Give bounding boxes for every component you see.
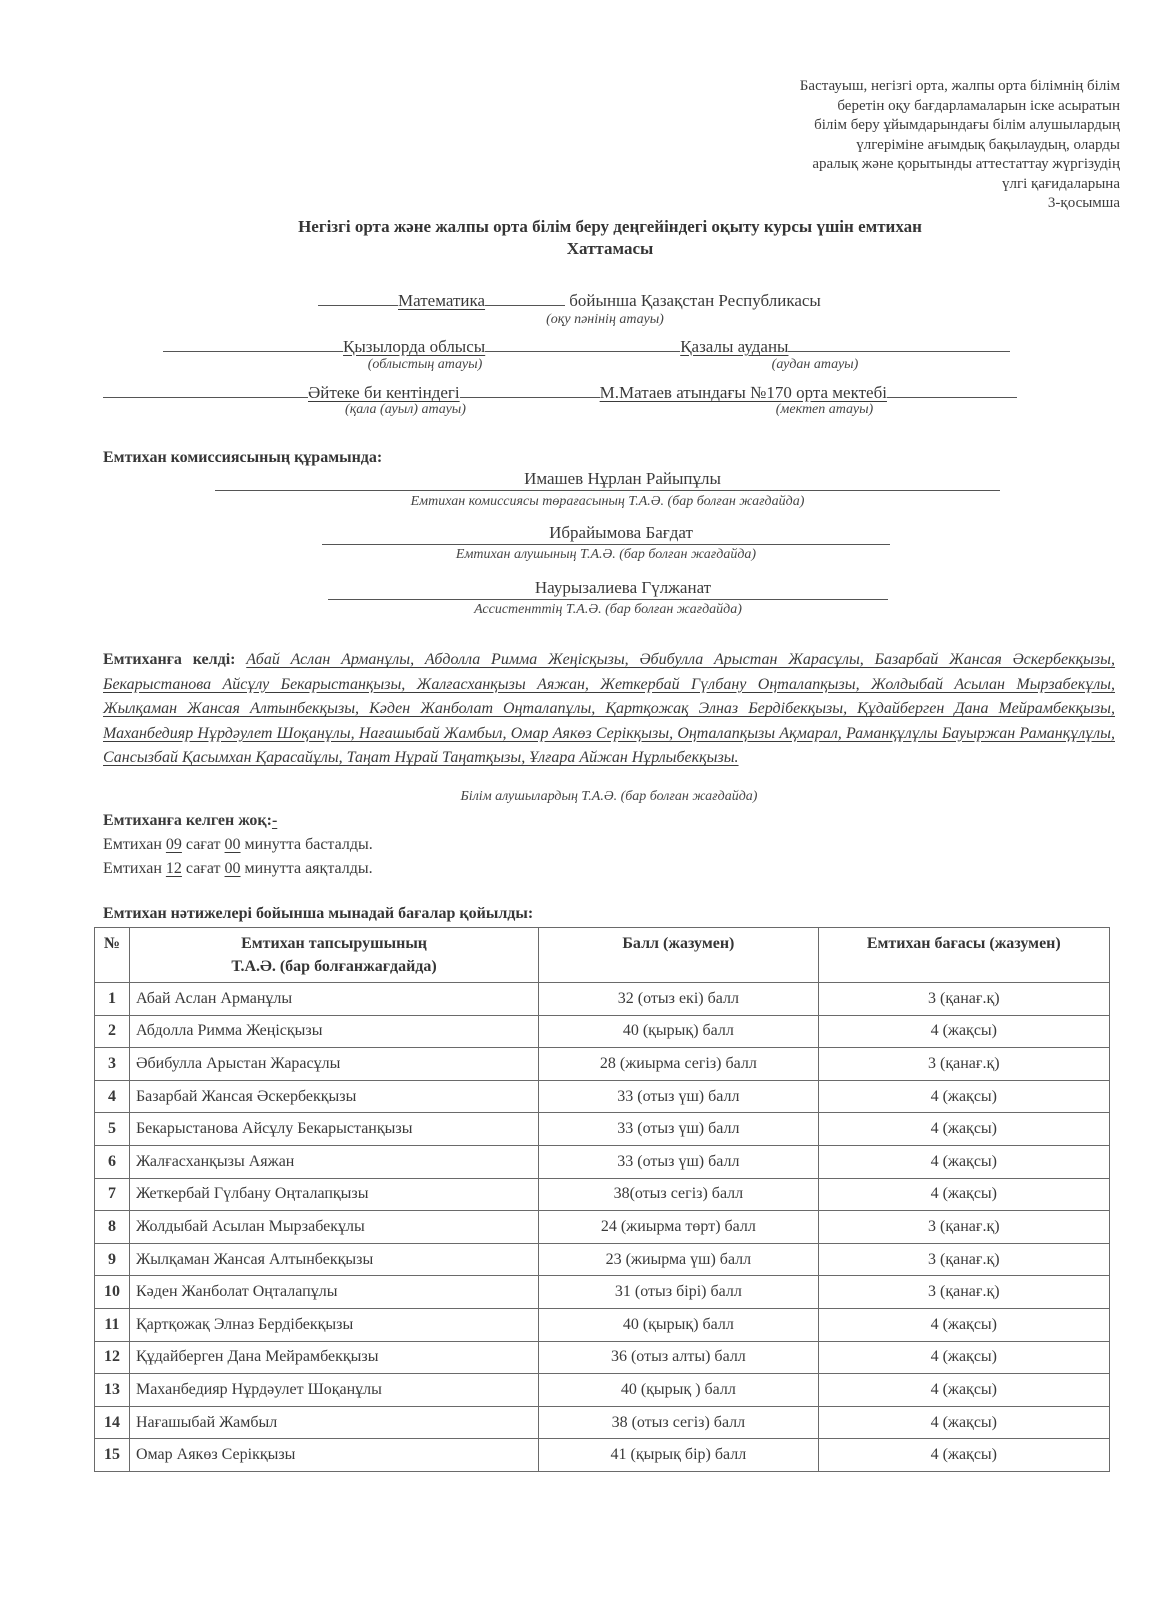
- row-grade: 4 (жақсы): [818, 1308, 1109, 1341]
- district-caption: (аудан атауы): [771, 357, 859, 372]
- row-name: Нағашыбай Жамбыл: [129, 1406, 538, 1439]
- start-mid: сағат: [181, 836, 225, 853]
- table-row: [95, 1243, 1110, 1276]
- blank-line: [163, 333, 343, 352]
- header-name-line1: Емтихан тапсырушының: [241, 935, 428, 952]
- row-name: Жолдыбай Асылан Мырзабекұлы: [129, 1211, 538, 1244]
- table-row: [95, 1308, 1110, 1341]
- end-hour: 12: [165, 860, 182, 877]
- blank-line: [460, 379, 600, 398]
- table-row: [95, 983, 1110, 1016]
- appendix-line: білім беру ұйымдарындағы білім алушылардың: [814, 117, 1120, 133]
- end-prefix: Емтихан: [103, 860, 166, 877]
- table-row: [95, 1178, 1110, 1211]
- header-name: [129, 928, 538, 983]
- row-name: Маханбедияр Нұрдәулет Шоқанұлы: [129, 1374, 538, 1407]
- attended-caption: Білім алушылардың Т.А.Ә. (бар болған жағдайда): [460, 789, 758, 804]
- row-num: 12: [95, 1341, 130, 1374]
- appendix-line: Бастауыш, негізгі орта, жалпы орта білімнің білім: [799, 78, 1120, 94]
- row-grade: 4 (жақсы): [818, 1178, 1109, 1211]
- row-num: 3: [95, 1048, 130, 1081]
- chair-signature-line: [215, 468, 1000, 491]
- examiner-signature-line: [322, 522, 890, 545]
- row-name: Кәден Жанболат Оңталапұлы: [129, 1276, 538, 1309]
- absent-label: Емтиханға келген жоқ:: [103, 812, 272, 829]
- exam-start-row: [103, 836, 373, 854]
- appendix-line: аралық және қорытынды аттестаттау жүргізудің: [812, 156, 1120, 172]
- row-score: 36 (отыз алты) балл: [539, 1341, 818, 1374]
- row-score: 33 (отыз үш) балл: [539, 1145, 818, 1178]
- blank-line: [887, 379, 1017, 398]
- row-num: 2: [95, 1015, 130, 1048]
- row-name: Әбибулла Арыстан Жарасұлы: [129, 1048, 538, 1081]
- row-num: 1: [95, 983, 130, 1016]
- row-grade: 3 (қанағ.қ): [818, 1276, 1109, 1309]
- row-name: Базарбай Жансая Әскербекқызы: [129, 1080, 538, 1113]
- table-row: [95, 1080, 1110, 1113]
- row-score: 40 (қырық) балл: [539, 1308, 818, 1341]
- row-num: 4: [95, 1080, 130, 1113]
- title-line-1: Негізгі орта және жалпы орта білім беру деңгейіндегі оқыту курсы үшін емтихан: [298, 217, 922, 236]
- row-grade: 4 (жақсы): [818, 1080, 1109, 1113]
- row-name: Омар Аякөз Серікқызы: [129, 1439, 538, 1472]
- row-name: Жалғасханқызы Аяжан: [129, 1145, 538, 1178]
- table-row: [95, 1048, 1110, 1081]
- subject-caption: (оқу пәнінің атауы): [546, 312, 664, 327]
- chair-caption: Емтихан комиссиясы төрағасының Т.А.Ә. (бар болған жағдайда): [410, 494, 805, 509]
- row-score: 38(отыз сегіз) балл: [539, 1178, 818, 1211]
- commission-label: Емтихан комиссиясының құрамында:: [103, 449, 383, 466]
- blank-line: [485, 333, 680, 352]
- header-name-line2: Т.А.Ә. (бар болғанжағдайда): [231, 958, 437, 975]
- blank-line: [788, 333, 1010, 352]
- table-row: [95, 1211, 1110, 1244]
- row-name: Құдайберген Дана Мейрамбекқызы: [129, 1341, 538, 1374]
- blank-line: [103, 379, 308, 398]
- district-value: Қазалы ауданы: [680, 337, 789, 356]
- end-minute: 00: [224, 860, 241, 877]
- assistant-caption: Ассистенттің Т.А.Ә. (бар болған жағдайда): [474, 602, 742, 617]
- row-grade: 4 (жақсы): [818, 1341, 1109, 1374]
- region-caption: (облыстың атауы): [367, 357, 483, 372]
- appendix-number: 3-қосымша: [1047, 195, 1120, 211]
- row-grade: 4 (жақсы): [818, 1113, 1109, 1146]
- row-grade: 3 (қанағ.қ): [818, 983, 1109, 1016]
- results-label: Емтихан нәтижелері бойынша мынадай бағалар қойылды:: [103, 905, 534, 922]
- row-grade: 3 (қанағ.қ): [818, 1048, 1109, 1081]
- row-grade: 4 (жақсы): [818, 1015, 1109, 1048]
- town-value: Әйтеке би кентіндегі: [308, 383, 460, 402]
- start-suffix: минутта басталды.: [240, 836, 373, 853]
- school-value: М.Матаев атындағы №170 орта мектебі: [599, 383, 887, 402]
- row-name: Қартқожақ Элназ Бердібекқызы: [129, 1308, 538, 1341]
- row-num: 11: [95, 1308, 130, 1341]
- row-score: 32 (отыз екі) балл: [539, 983, 818, 1016]
- examiner-name: Ибрайымова Бағдат: [549, 523, 693, 542]
- row-score: 28 (жиырма сегіз) балл: [539, 1048, 818, 1081]
- appendix-line: үлгеріміне ағымдық бақылаудың, оларды: [856, 136, 1120, 153]
- row-grade: 4 (жақсы): [818, 1439, 1109, 1472]
- row-score: 41 (қырық бір) балл: [539, 1439, 818, 1472]
- row-num: 15: [95, 1439, 130, 1472]
- row-score: 40 (қырық) балл: [539, 1015, 818, 1048]
- subject-suffix: бойынша Қазақстан Республикасы: [565, 291, 821, 310]
- row-grade: 3 (қанағ.қ): [818, 1211, 1109, 1244]
- title-line-2: Хаттамасы: [566, 239, 654, 258]
- header-score: Балл (жазумен): [539, 928, 818, 983]
- attended-names: Абай Аслан Арманұлы, Абдолла Римма Жеңісқызы, Әбибулла Арыстан Жарасұлы, Базарбай Жансая Әскербекқызы, Бекарыстанова Айсұлу Бекарыстанқызы, Жалғасханқызы Аяжан, Жеткербай Гүлбану Оңталапқызы, Жолдыбай Асылан Мырзабекұлы, Жылқаман Жансая Алтынбекқызы, Кәден Жанболат Оңталапұлы, Қартқожақ Элназ Бердібекқызы, Құдайберген Дана Мейрамбекқызы, Маханбедияр Нұрдәулет Шоқанұлы, Нағашыбай Жамбыл, Омар Аякөз Серікқызы, Оңталапқызы Ақмарал, Раманқұлұлы Бауыржан Раманқұлұлы, Сансызбай Қасымхан Қарасайұлы, Таңат Нұрай Таңатқызы, Ұлғара Айжан Нұрлыбекқызы.: [103, 651, 1116, 766]
- row-score: 33 (отыз үш) балл: [539, 1113, 818, 1146]
- table-row: [95, 1406, 1110, 1439]
- region-value: Қызылорда облысы: [343, 337, 486, 356]
- assistant-signature-line: [328, 577, 888, 600]
- appendix-line: үлгі қағидаларына: [1001, 175, 1120, 192]
- table-row: [95, 1374, 1110, 1407]
- row-score: 23 (жиырма үш) балл: [539, 1243, 818, 1276]
- region-district-row: [163, 333, 1010, 357]
- end-suffix: минутта аяқталды.: [240, 860, 373, 877]
- appendix-line: беретін оқу бағдарламаларын іске асыратын: [837, 97, 1120, 114]
- table-row: [95, 1145, 1110, 1178]
- document-title: [120, 216, 1100, 260]
- subject-field-row: [318, 287, 821, 311]
- row-name: Жылқаман Жансая Алтынбекқызы: [129, 1243, 538, 1276]
- row-grade: 4 (жақсы): [818, 1374, 1109, 1407]
- table-row: [95, 1113, 1110, 1146]
- absent-value: -: [271, 812, 278, 829]
- table-row: [95, 1015, 1110, 1048]
- row-score: 24 (жиырма төрт) балл: [539, 1211, 818, 1244]
- row-num: 7: [95, 1178, 130, 1211]
- assistant-name: Наурызалиева Гүлжанат: [534, 578, 712, 597]
- row-num: 8: [95, 1211, 130, 1244]
- attended-paragraph: [103, 648, 1115, 771]
- header-grade: Емтихан бағасы (жазумен): [818, 928, 1109, 983]
- row-score: 33 (отыз үш) балл: [539, 1080, 818, 1113]
- header-num: №: [95, 928, 130, 983]
- row-score: 38 (отыз сегіз) балл: [539, 1406, 818, 1439]
- row-num: 5: [95, 1113, 130, 1146]
- attended-label: Емтиханға келді:: [103, 651, 236, 668]
- results-table: [94, 927, 1110, 1472]
- table-row: [95, 1439, 1110, 1472]
- absent-row: [103, 812, 277, 830]
- table-row: [95, 1276, 1110, 1309]
- row-score: 40 (қырық ) балл: [539, 1374, 818, 1407]
- chair-name: Имашев Нұрлан Райыпұлы: [524, 469, 721, 488]
- row-num: 10: [95, 1276, 130, 1309]
- row-grade: 4 (жақсы): [818, 1145, 1109, 1178]
- examiner-caption: Емтихан алушының Т.А.Ә. (бар болған жағдайда): [455, 547, 757, 562]
- school-caption: (мектеп атауы): [775, 402, 874, 417]
- exam-end-row: [103, 860, 373, 878]
- town-school-row: [103, 379, 1017, 403]
- row-score: 31 (отыз бірі) балл: [539, 1276, 818, 1309]
- row-name: Абай Аслан Арманұлы: [129, 983, 538, 1016]
- row-name: Абдолла Римма Жеңісқызы: [129, 1015, 538, 1048]
- row-num: 14: [95, 1406, 130, 1439]
- row-grade: 3 (қанағ.қ): [818, 1243, 1109, 1276]
- start-prefix: Емтихан: [103, 836, 166, 853]
- blank-line: [318, 287, 398, 306]
- row-num: 6: [95, 1145, 130, 1178]
- end-mid: сағат: [181, 860, 225, 877]
- appendix-header: [700, 77, 1120, 214]
- town-caption: (қала (ауыл) атауы): [345, 402, 466, 417]
- table-header-row: [95, 928, 1110, 983]
- row-name: Бекарыстанова Айсұлу Бекарыстанқызы: [129, 1113, 538, 1146]
- row-name: Жеткербай Гүлбану Оңталапқызы: [129, 1178, 538, 1211]
- table-row: [95, 1341, 1110, 1374]
- blank-line: [485, 287, 565, 306]
- row-num: 9: [95, 1243, 130, 1276]
- start-minute: 00: [224, 836, 241, 853]
- row-num: 13: [95, 1374, 130, 1407]
- start-hour: 09: [165, 836, 182, 853]
- row-grade: 4 (жақсы): [818, 1406, 1109, 1439]
- subject-value: Математика: [398, 291, 486, 310]
